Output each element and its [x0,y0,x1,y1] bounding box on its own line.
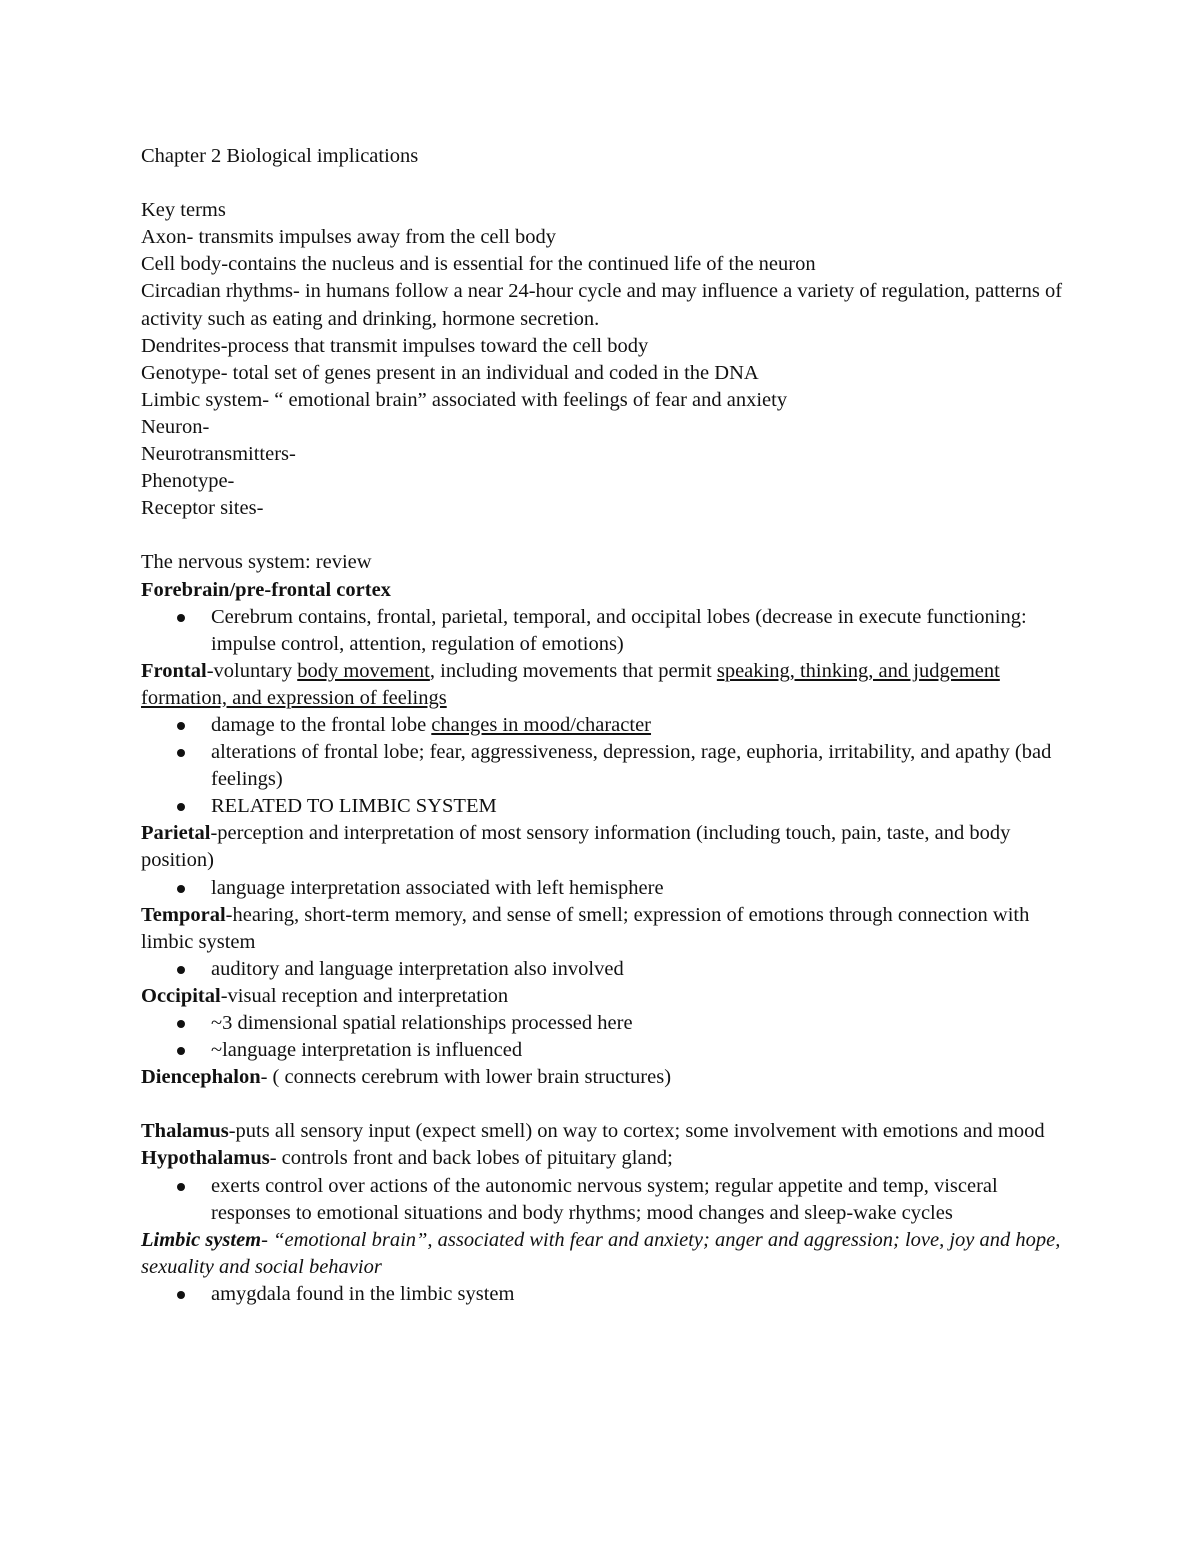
bullet-text: exerts control over actions of the autonomic nervous system; regular appetite and temp, visceral responses to emotional situations and body rhythms; mood changes and sleep-wake cycles [211,1174,998,1224]
spacer [141,522,1071,549]
parietal-text: -perception and interpretation of most sensory information (including touch, pain, taste, and body position) [141,822,1011,872]
bullet-icon [177,885,185,893]
bullet-text: auditory and language interpretation also involved [211,957,624,980]
limbic-text: - “emotional brain”, associated with fear and anxiety; anger and aggression; love, joy and hope, sexuality and social behavior [141,1228,1061,1278]
list-item [141,1173,1071,1227]
bullet-icon [177,722,185,730]
thalamus-text: -puts all sensory input (expect smell) on way to cortex; some involvement with emotions and mood [228,1120,1045,1143]
temporal-text: -hearing, short-term memory, and sense of smell; expression of emotions through connection with limbic system [141,903,1030,953]
spacer [141,170,1071,197]
nervous-system-heading: The nervous system: review [141,551,372,574]
forebrain-heading: Forebrain/pre-frontal cortex [141,578,391,601]
list-item [141,604,1071,658]
frontal-term: Frontal [141,659,207,682]
occipital-term: Occipital [141,984,221,1007]
bullet-text: ~3 dimensional spatial relationships processed here [211,1012,633,1034]
list-item [141,793,1071,820]
bullet-underline: changes in mood/character [431,713,652,736]
forebrain-bullets [141,604,1071,658]
hypothalamus-text: - controls front and back lobes of pituitary gland; [269,1147,673,1170]
diencephalon-term: Diencephalon [141,1066,261,1089]
bullet-icon [177,749,185,757]
bullet-icon [177,614,185,622]
hypothalamus-paragraph [141,1145,1071,1172]
limbic-bullets [141,1281,1071,1308]
list-item [141,956,1071,983]
bullet-icon [177,1291,185,1299]
limbic-term: Limbic system [141,1228,262,1251]
key-term-phenotype: Phenotype- [141,470,235,493]
key-term-cell-body: Cell body-contains the nucleus and is essential for the continued life of the neuron [141,253,816,276]
key-terms-heading: Key terms [141,199,226,222]
occipital-paragraph [141,983,1071,1010]
temporal-bullets [141,956,1071,983]
bullet-text: ~language interpretation is influenced [211,1039,523,1062]
hypothalamus-term: Hypothalamus [141,1147,270,1170]
parietal-bullets [141,875,1071,902]
bullet-text: language interpretation associated with left hemisphere [211,876,664,899]
occipital-bullets [141,1010,1071,1064]
hypothalamus-bullets [141,1173,1071,1227]
bullet-icon [177,966,185,974]
key-term-limbic-system: Limbic system- “ emotional brain” associated with feelings of fear and anxiety [141,388,788,411]
thalamus-term: Thalamus [141,1120,229,1143]
list-item [141,1281,1071,1308]
bullet-icon [177,1047,185,1055]
bullet-icon [177,1183,185,1191]
bullet-text: Cerebrum contains, frontal, parietal, temporal, and occipital lobes (decrease in execute functioning: impulse control, attention, regulation of emotions) [211,605,1027,655]
frontal-paragraph [141,658,1071,712]
frontal-text-1: -voluntary [206,659,298,682]
list-item [141,875,1071,902]
bullet-text: alterations of frontal lobe; fear, aggressiveness, depression, rage, euphoria, irritability, and apathy (bad feelings) [211,741,1052,791]
key-term-neuron: Neuron- [141,415,210,438]
spacer [141,1091,1071,1118]
temporal-paragraph [141,902,1071,956]
key-term-receptor-sites: Receptor sites- [141,497,264,520]
key-term-genotype: Genotype- total set of genes present in an individual and coded in the DNA [141,361,759,384]
bullet-text: amygdala found in the limbic system [211,1282,515,1305]
frontal-underline-1: body movement [297,659,430,682]
parietal-term: Parietal [141,822,211,845]
document-page [141,143,1071,1308]
list-item [141,712,1071,739]
limbic-paragraph [141,1227,1071,1281]
frontal-underline-2: speaking, thinking, and judgement formation, and expression of feelings [141,659,1000,709]
document-title: Chapter 2 Biological implications [141,145,419,167]
key-term-circadian-rhythms: Circadian rhythms- in humans follow a near 24-hour cycle and may influence a variety of regulation, patterns of activity such as eating and drinking, hormone secretion. [141,280,1063,330]
list-item [141,739,1071,793]
bullet-icon [177,803,185,811]
bullet-text: RELATED TO LIMBIC SYSTEM [211,795,497,818]
key-term-dendrites: Dendrites-process that transmit impulses toward the cell body [141,334,649,357]
frontal-text-2: , including movements that permit [429,659,717,682]
parietal-paragraph [141,820,1071,874]
temporal-term: Temporal [141,903,226,926]
list-item [141,1037,1071,1064]
frontal-bullets [141,712,1071,820]
list-item [141,1010,1071,1037]
diencephalon-paragraph [141,1064,1071,1091]
bullet-text: damage to the frontal lobe [211,713,432,736]
diencephalon-text: - ( connects cerebrum with lower brain structures) [260,1066,672,1089]
thalamus-paragraph [141,1118,1071,1145]
bullet-icon [177,1020,185,1028]
key-term-neurotransmitters: Neurotransmitters- [141,443,296,466]
key-term-axon: Axon- transmits impulses away from the cell body [141,226,557,249]
occipital-text: -visual reception and interpretation [220,984,509,1007]
